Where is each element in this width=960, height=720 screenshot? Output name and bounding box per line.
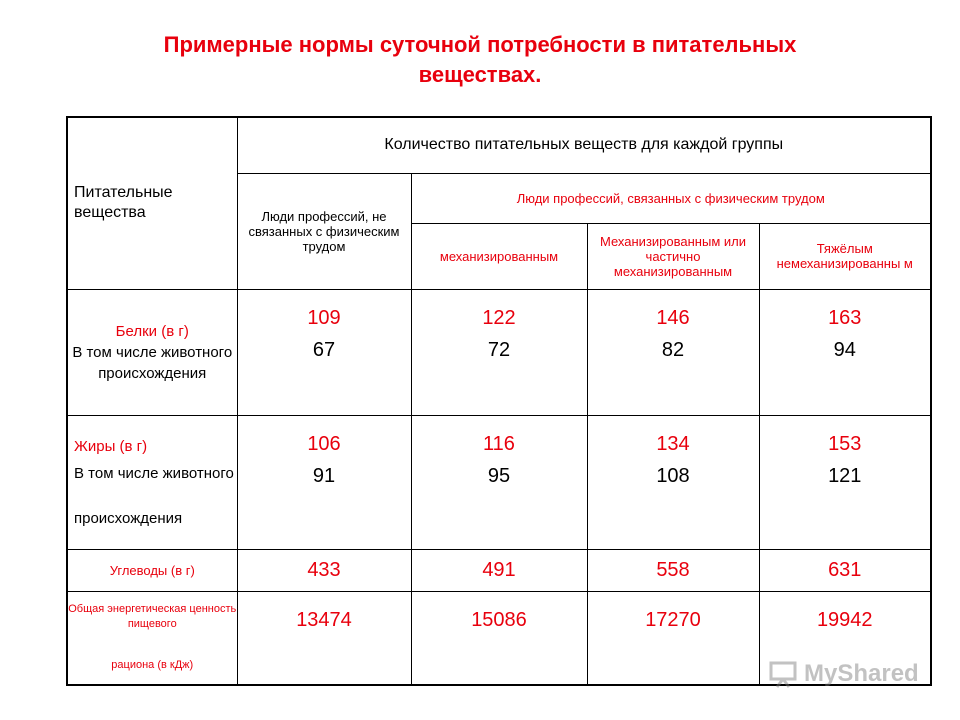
row-label-proteins: [67, 289, 237, 415]
cell-carbs-partially: 558: [587, 549, 759, 591]
row-label-energy: [67, 591, 237, 685]
value-animal: 82: [661, 338, 685, 361]
value-animal: 72: [487, 338, 511, 361]
header-nutrients: Питательные вещества: [67, 117, 237, 289]
cell-energy-non-physical: [237, 591, 411, 685]
nutrient-norms-table: [66, 116, 932, 686]
value-main: 106: [307, 432, 341, 455]
value-animal: 91: [312, 464, 336, 487]
cell-proteins-partially: [587, 289, 759, 415]
value-main: 19942: [816, 608, 873, 631]
fats-label: Жиры (в г): [74, 437, 148, 455]
value-main: 15086: [471, 608, 527, 631]
header-physical: Люди профессий, связанных с физическим трудом: [411, 173, 931, 223]
cell-proteins-mechanized: [411, 289, 587, 415]
cell-carbs-non-physical: 433: [237, 549, 411, 591]
value-main: 146: [656, 306, 690, 329]
presentation-icon: [768, 659, 798, 689]
value-main: 17270: [645, 608, 701, 631]
cell-fats-heavy: [759, 415, 931, 549]
energy-label: Общая энергетическая ценность пищевого: [68, 603, 237, 631]
value-animal: 121: [828, 464, 862, 487]
cell-carbs-mechanized: 491: [411, 549, 587, 591]
title-line-2: веществах.: [418, 62, 542, 87]
header-non-physical: Люди профессий, не связанных с физическим трудом: [237, 173, 411, 289]
value-animal: 108: [656, 464, 690, 487]
cell-energy-mechanized: [411, 591, 587, 685]
cell-proteins-heavy: [759, 289, 931, 415]
value-main: 13474: [296, 608, 352, 631]
title-line-1: Примерные нормы суточной потребности в питательных: [163, 32, 797, 57]
value-animal: 95: [487, 464, 511, 487]
header-heavy-labor: Тяжёлым немеханизированны м: [759, 223, 931, 289]
value-main: 163: [828, 306, 862, 329]
value-animal: 67: [312, 338, 336, 361]
cell-fats-partially: [587, 415, 759, 549]
value-main: 109: [307, 306, 341, 329]
proteins-sub-label: В том числе животного происхождения: [72, 343, 233, 382]
value-main: 134: [656, 432, 690, 455]
row-label-fats: [67, 415, 237, 549]
table-row-proteins: [67, 289, 931, 415]
table-row-carbs: [67, 549, 931, 591]
value-main: 116: [483, 432, 515, 455]
watermark: [768, 656, 919, 692]
value-animal: 94: [833, 338, 856, 361]
energy-label-2: рациона (в кДж): [111, 659, 194, 672]
header-mechanized: механизированным: [411, 223, 587, 289]
cell-fats-non-physical: [237, 415, 411, 549]
cell-energy-partially: [587, 591, 759, 685]
fats-sub-label: В том числе животного: [74, 464, 234, 482]
header-partially-mechanized: Механизированным или частично механизированным: [587, 223, 759, 289]
proteins-label: Белки (в г): [115, 322, 189, 340]
cell-fats-mechanized: [411, 415, 587, 549]
value-main: 122: [482, 306, 516, 329]
page-title: [60, 30, 900, 90]
row-label-carbs: Углеводы (в г): [67, 549, 237, 591]
watermark-text: MyShared: [804, 660, 919, 687]
cell-proteins-non-physical: [237, 289, 411, 415]
table-row-fats: [67, 415, 931, 549]
header-quantity: Количество питательных веществ для каждой группы: [237, 117, 931, 173]
cell-carbs-heavy: 631: [759, 549, 931, 591]
table-header-row-1: [67, 117, 931, 173]
fats-sub-label-2: происхождения: [74, 509, 183, 527]
value-main: 153: [828, 432, 862, 455]
